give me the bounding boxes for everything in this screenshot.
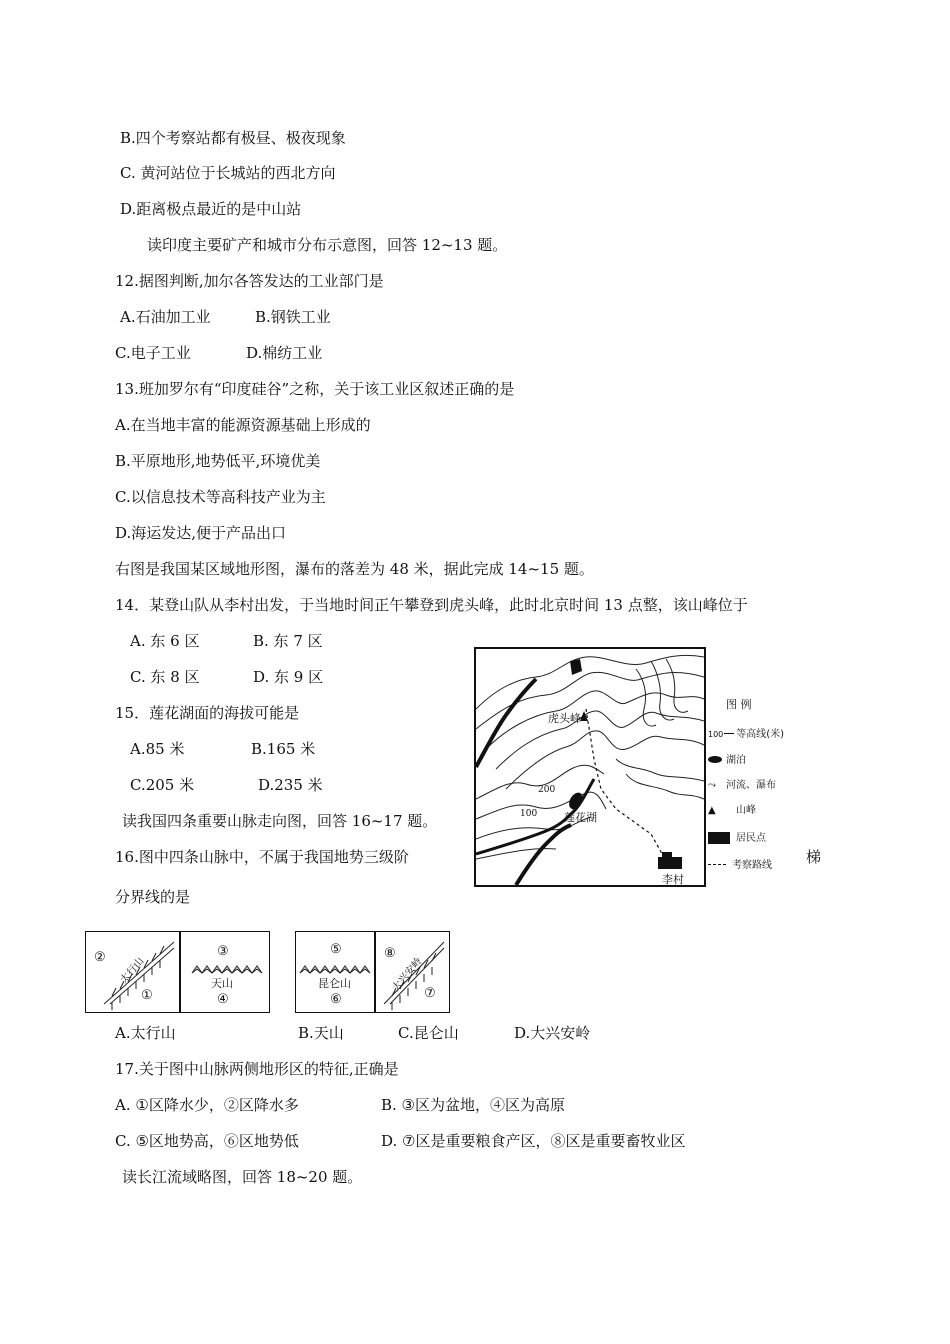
question-16-tail: 梯 [806,848,822,866]
option-12a: A.石油加工业 [120,308,211,326]
river-waterfall-icon: ⤳ [708,780,716,791]
option-16d: D.大兴安岭 [514,1024,591,1042]
contour-line-icon [724,733,734,734]
option-13a: A.在当地丰富的能源资源基础上形成的 [115,416,371,434]
kunlun-mountain-label: 昆仑山 [318,977,351,990]
legend-contour-number: 100 [708,730,724,739]
legend-settlement-label: 居民点 [736,833,766,844]
contour-200-label: 200 [538,785,556,795]
option-16a: A.太行山 [115,1024,176,1042]
option-17c: C. ⑤区地势高，⑥区地势低 [115,1132,299,1150]
option-11c: C. 黄河站位于长城站的西北方向 [120,164,336,182]
legend-route-label: 考察路线 [732,860,772,871]
option-11d: D.距离极点最近的是中山站 [120,200,302,218]
intro-16-17: 读我国四条重要山脉走向图，回答 16~17 题。 [122,812,438,830]
region-8-number: ⑧ [384,946,396,961]
option-17d: D. ⑦区是重要粮食产区，⑧区是重要畜牧业区 [381,1132,686,1150]
legend-peak [708,801,756,816]
question-15: 15．莲花湖面的海拔可能是 [115,704,300,722]
route-dashed-icon [708,864,726,865]
legend-peak-label: 山峰 [736,805,756,816]
option-15a: A.85 米 [130,740,185,758]
region-7-number: ⑦ [424,986,436,1001]
option-14a: A. 东 6 区 [130,632,200,650]
option-12d: D.棉纺工业 [246,344,323,362]
legend-lake-label: 湖泊 [726,755,746,766]
question-16: 16.图中四条山脉中，不属于我国地势三级阶 [115,848,409,866]
question-12: 12.据图判断,加尔各答发达的工业部门是 [115,272,384,290]
option-13b: B.平原地形,地势低平,环境优美 [115,452,321,470]
option-16b: B.天山 [298,1024,344,1042]
option-15d: D.235 米 [258,776,323,794]
option-13c: C.以信息技术等高科技产业为主 [115,488,326,506]
mountain-ridge-drawing [86,932,269,1012]
peak-label: 虎头峰 [548,712,581,725]
question-14: 14．某登山队从李村出发，于当地时间正午攀登到虎头峰，此时北京时间 13 点整，该山峰位于 [115,596,748,614]
region-2-number: ② [94,950,106,965]
question-13: 13.班加罗尔有“印度硅谷”之称，关于该工业区叙述正确的是 [115,380,515,398]
legend-contour [708,725,784,740]
legend-contour-label: 等高线(米) [736,729,785,740]
intro-12-13: 读印度主要矿产和城市分布示意图，回答 12~13 题。 [147,236,508,254]
tianshan-mountain-label: 天山 [211,977,233,990]
village-label: 李村 [662,873,684,886]
option-12c: C.电子工业 [115,344,191,362]
question-17: 17.关于图中山脉两侧地形区的特征,正确是 [115,1060,399,1078]
option-17b: B. ③区为盆地，④区为高原 [381,1096,566,1114]
peak-icon: ▲ [708,805,716,816]
option-14c: C. 东 8 区 [130,668,200,686]
contour-lines-drawing [476,649,704,885]
option-16c: C.昆仑山 [398,1024,459,1042]
region-6-number: ⑥ [330,992,342,1007]
option-11b: B.四个考察站都有极昼、极夜现象 [120,129,346,147]
contour-100-label: 100 [520,809,538,819]
question-16-continued: 分界线的是 [115,888,191,906]
option-14d: D. 东 9 区 [253,668,324,686]
region-3-number: ③ [217,944,229,959]
region-5-number: ⑤ [330,942,342,957]
intro-14-15: 右图是我国某区域地形图，瀑布的落差为 48 米，据此完成 14~15 题。 [115,560,594,578]
mountain-diagram-1 [85,931,270,1013]
option-15b: B.165 米 [251,740,316,758]
topographic-map [474,647,706,887]
region-1-number: ① [141,988,153,1003]
mountain-diagram-2 [295,931,450,1013]
settlement-icon [708,832,730,844]
option-15c: C.205 米 [130,776,195,794]
lake-icon [708,756,722,763]
legend-route [708,856,772,871]
option-12b: B.钢铁工业 [255,308,331,326]
option-13d: D.海运发达,便于产品出口 [115,524,287,542]
legend-title: 图 例 [726,698,752,711]
legend-river [708,776,776,791]
legend-settlement [708,829,766,844]
legend-lake [708,751,746,766]
lake-label: 莲花湖 [564,811,597,824]
region-4-number: ④ [217,992,229,1007]
daxinganling-mountain-label: 大兴安岭 [390,955,425,994]
option-14b: B. 东 7 区 [253,632,323,650]
legend-river-label: 河流、瀑布 [726,780,776,791]
taihang-mountain-label: 太行山 [118,955,147,986]
option-17a: A. ①区降水少，②区降水多 [115,1096,299,1114]
intro-18-20: 读长江流域略图，回答 18~20 题。 [122,1168,363,1186]
